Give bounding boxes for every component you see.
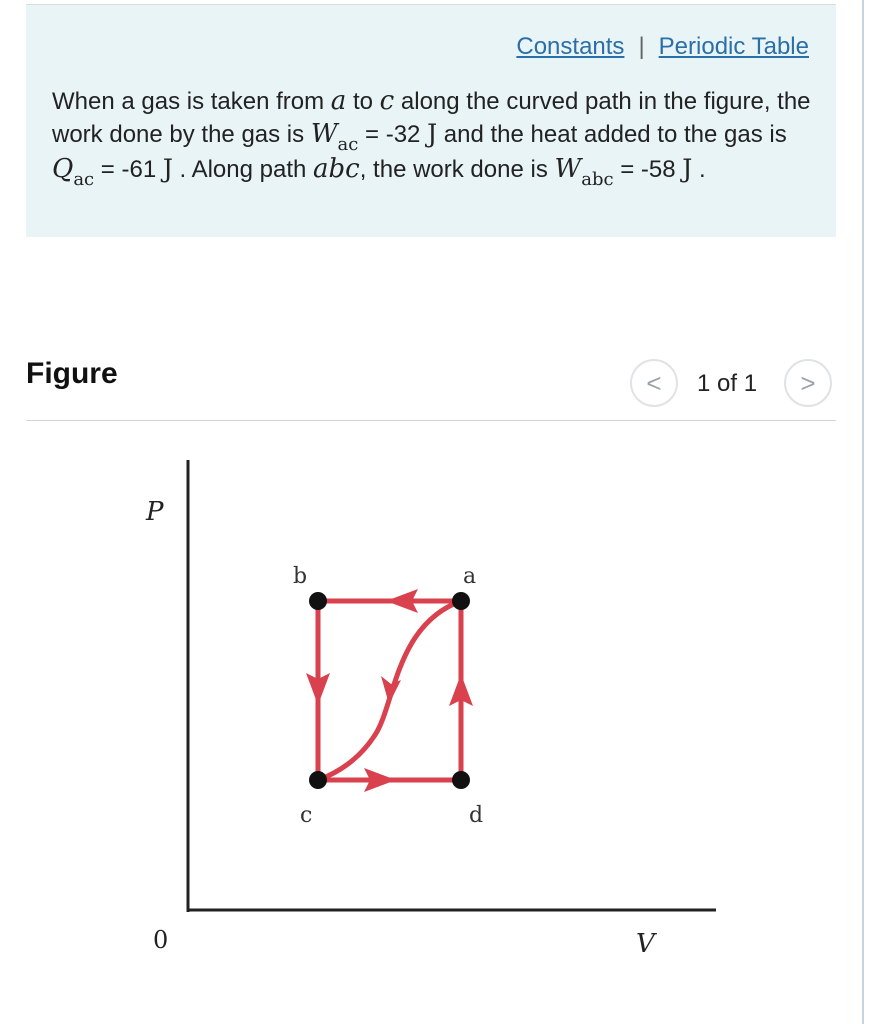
unit-joule: J <box>682 154 693 183</box>
subscript-ac: ac <box>73 169 95 190</box>
value-heat-ac: = -61 <box>94 156 163 183</box>
text-segment: along the curved path in the figure, the work done by the gas is <box>52 88 811 148</box>
unit-joule: J <box>427 119 438 148</box>
constants-link[interactable]: Constants <box>516 33 625 60</box>
var-c: c <box>379 86 395 116</box>
path-arrows <box>306 589 473 792</box>
text-segment: and the heat added to the gas is <box>437 121 787 148</box>
figure-title: Figure <box>26 357 118 390</box>
var-heat: Q <box>52 154 74 184</box>
chevron-right-icon: > <box>800 367 816 398</box>
text-segment: to <box>346 88 380 115</box>
value-work-ac: = -32 <box>358 121 428 148</box>
figure-page-count: 1 of 1 <box>697 370 758 397</box>
text-segment: , the work done is <box>359 156 555 183</box>
var-abc: abc <box>313 154 360 184</box>
chevron-left-icon: < <box>646 367 662 398</box>
periodic-table-link[interactable]: Periodic Table <box>658 33 809 60</box>
point-a <box>452 592 470 610</box>
point-c <box>309 771 327 789</box>
subscript-ac: ac <box>337 134 359 155</box>
link-separator: | <box>638 33 645 60</box>
unit-joule: J <box>162 154 173 183</box>
v-axis-label: V <box>636 929 655 959</box>
text-segment: . Along path <box>172 156 313 183</box>
point-b <box>309 592 327 610</box>
point-d-label: d <box>469 803 484 828</box>
subscript-abc: abc <box>581 169 614 190</box>
origin-label: 0 <box>153 926 169 954</box>
p-axis-label: P <box>146 497 164 527</box>
var-a: a <box>330 86 347 116</box>
text-segment: . <box>692 156 706 183</box>
var-work: W <box>554 154 582 184</box>
point-a-label: a <box>463 564 477 589</box>
value-work-abc: = -58 <box>613 156 683 183</box>
text-segment: When a gas is taken from <box>52 88 331 115</box>
var-work: W <box>310 119 338 149</box>
point-b-label: b <box>293 564 308 589</box>
point-d <box>452 771 470 789</box>
point-c-label: c <box>300 803 313 828</box>
